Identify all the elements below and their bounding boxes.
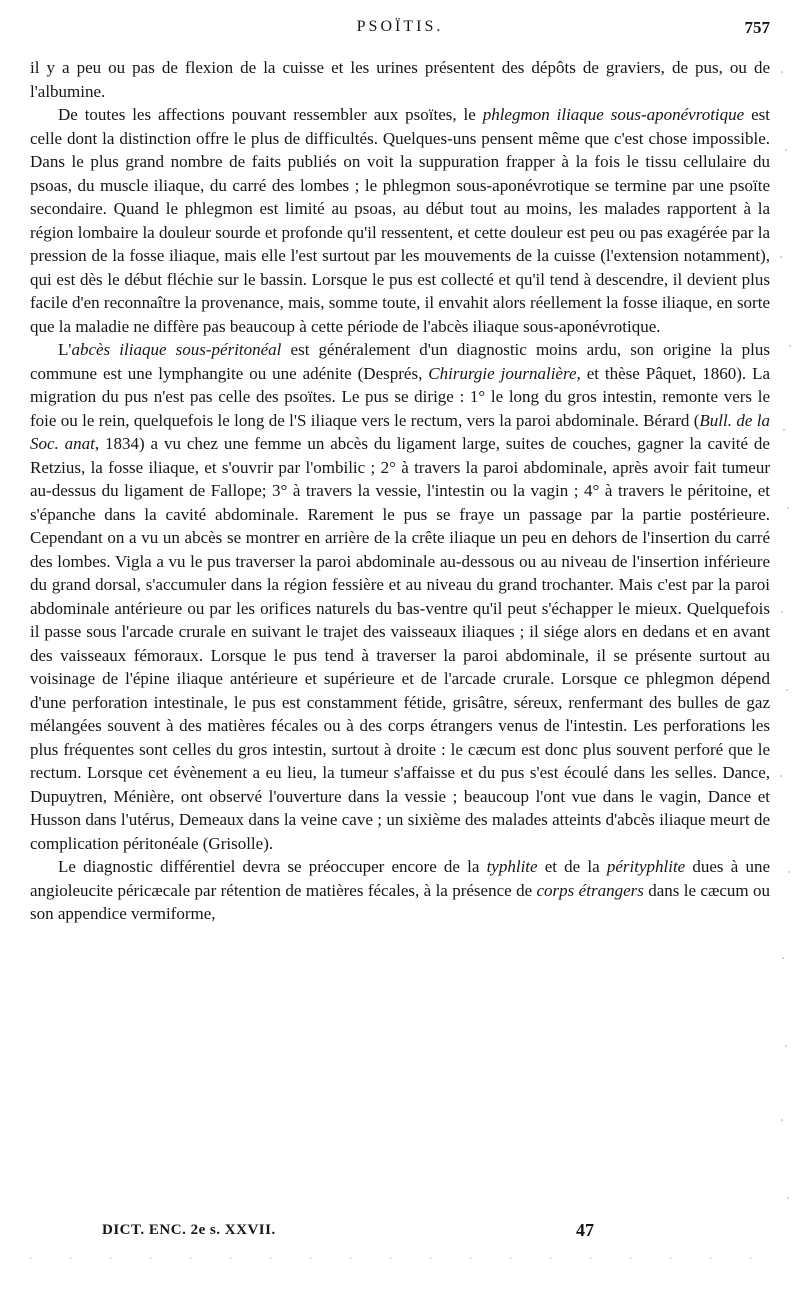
italic-term: phlegmon iliaque sous-aponévrotique xyxy=(482,105,745,124)
italic-term: abcès iliaque sous-péritonéal xyxy=(71,340,282,359)
text-run: est généralement d'un diagnostic moins ardu, son origine la plus commune est une lymphangite ou une adénite (Després, xyxy=(30,340,770,383)
italic-term: corps étrangers xyxy=(536,880,644,900)
italic-term: Chirurgie journalière xyxy=(428,363,577,383)
text-run: , et thèse Pâquet, 1860). La migration du pus n'est pas celle des psoïtes. Le pus se dirige : 1° le long du gros intestin, remonte vers le foie ou le rein, quelquefois le long de l'S iliaque vers le rectum, vers la paroi abdominale. Bérard ( xyxy=(30,363,771,430)
page-number: 757 xyxy=(744,18,770,37)
text-run: L' xyxy=(58,340,72,359)
text-run: dans le cæcum ou son appendice vermiforme, xyxy=(30,880,770,923)
signature-number: 47 xyxy=(576,1220,594,1240)
text-run: est celle dont la distinction offre le plus de difficultés. Quelques-uns pensent même que c'est chose impossible. Dans le plus grand nombre de faits publiés on voit la suppuration frapper à la fois le tissu cellulaire du psoas, du muscle iliaque, du carré des lombes ; le phlegmon sous-aponévrotique se termine par une psoïte secondaire. Quand le phlegmon est limité au psoas, au début tout au moins, les malades rapportent à la région lombaire la douleur sourde et profonde qu'il ressentent, et cette douleur est peu ou pas exagérée par la pression de la fosse iliaque, mais elle l'est surtout par les mouvements de la cuisse (l'extension notamment), qui est dès le début fléchie sur le bassin. Lorsque le pus est collecté et qu'il tend à descendre, il devient plus facile d'en reconnaître la provenance, mais, somme toute, il envahit alors réellement la fosse iliaque, en sorte que la maladie ne diffère pas beaucoup à cette période de l'abcès iliaque sous-aponévrotique. xyxy=(30,105,770,336)
text-run: , 1834) a vu chez une femme un abcès du ligament large, suites de couches, gagner la cavité de Retzius, la fosse iliaque, et s'ouvrir par l'ombilic ; 2° à travers la paroi abdominale, après avoir fait tumeur au-dessus du ligament de Fallope; 3° à travers la vessie, l'intestin ou la vagin ; 4° à travers le péritoine, et s'épanche dans la cavité abdominale. Rarement le pus se fraye un passage par la partie postérieure. Cependant on a vu un abcès se montrer en arrière de la crête iliaque un peu en dehors de l'insertion du carré des lombes. Vigla a vu le pus traverser la paroi abdominale au-dessous ou au niveau de l'insertion inférieure du grand dorsal, s'accumuler dans la région fessière et au niveau du grand trochanter. Mais c'est par la paroi abdominale antérieure ou par les orifices naturels du bas-ventre qu'il peut s'échapper le mieux. Quelquefois il passe sous l'arcade crurale en suivant le trajet des vaisseaux iliaques ; il siége alors en dedans et en avant des vaisseaux fémoraux. Lorsque le pus tend à traverser la paroi abdominale, il se présente surtout au voisinage de l'épine iliaque antérieure et supérieure et de l'arcade crurale. Lorsque ce phlegmon dépend d'une perforation intestinale, le pus est constamment fétide, grisâtre, séreux, renfermant des bulles de gaz mélangées souvent à des matières fécales ou à des corps étrangers venus de l'intestin. Les perforations les plus fréquentes sont celles du gros intestin, surtout à droite : le cæcum est donc plus souvent perforé que le rectum. Lorsque cet évènement a eu lieu, la tumeur s'affaisse et du pus s'est écoulé dans les selles. Dance, Dupuytren, Ménière, ont observé l'ouverture dans la vessie ; beaucoup l'ont vue dans le vagin, Dance et Husson dans l'utérus, Demeaux dans la veine cave ; un sixième des malades atteints d'abcès iliaque meurt de complication péritonéale (Grisolle). xyxy=(30,434,770,853)
running-title: PSOÏTIS. xyxy=(356,18,444,35)
signature-mark: DICT. ENC. 2e s. XXVII. xyxy=(102,1222,276,1238)
italic-term: Bull. de la Soc. anat xyxy=(30,410,770,453)
text-run: dues à une angioleucite péricæcale par rétention de matières fécales, à la présence de xyxy=(30,857,770,900)
text-run: et de la xyxy=(537,857,607,876)
italic-term: pérityphlite xyxy=(606,857,686,876)
text-run: Le diagnostic différentiel devra se préoccuper encore de la xyxy=(58,857,487,876)
text-run: De toutes les affections pouvant ressembler aux psoïtes, le xyxy=(58,105,483,124)
italic-term: typhlite xyxy=(486,857,538,876)
text-run: il y a peu ou pas de flexion de la cuisse et les urines présentent des dépôts de graviers, de pus, ou de l'albumine. xyxy=(30,58,770,101)
